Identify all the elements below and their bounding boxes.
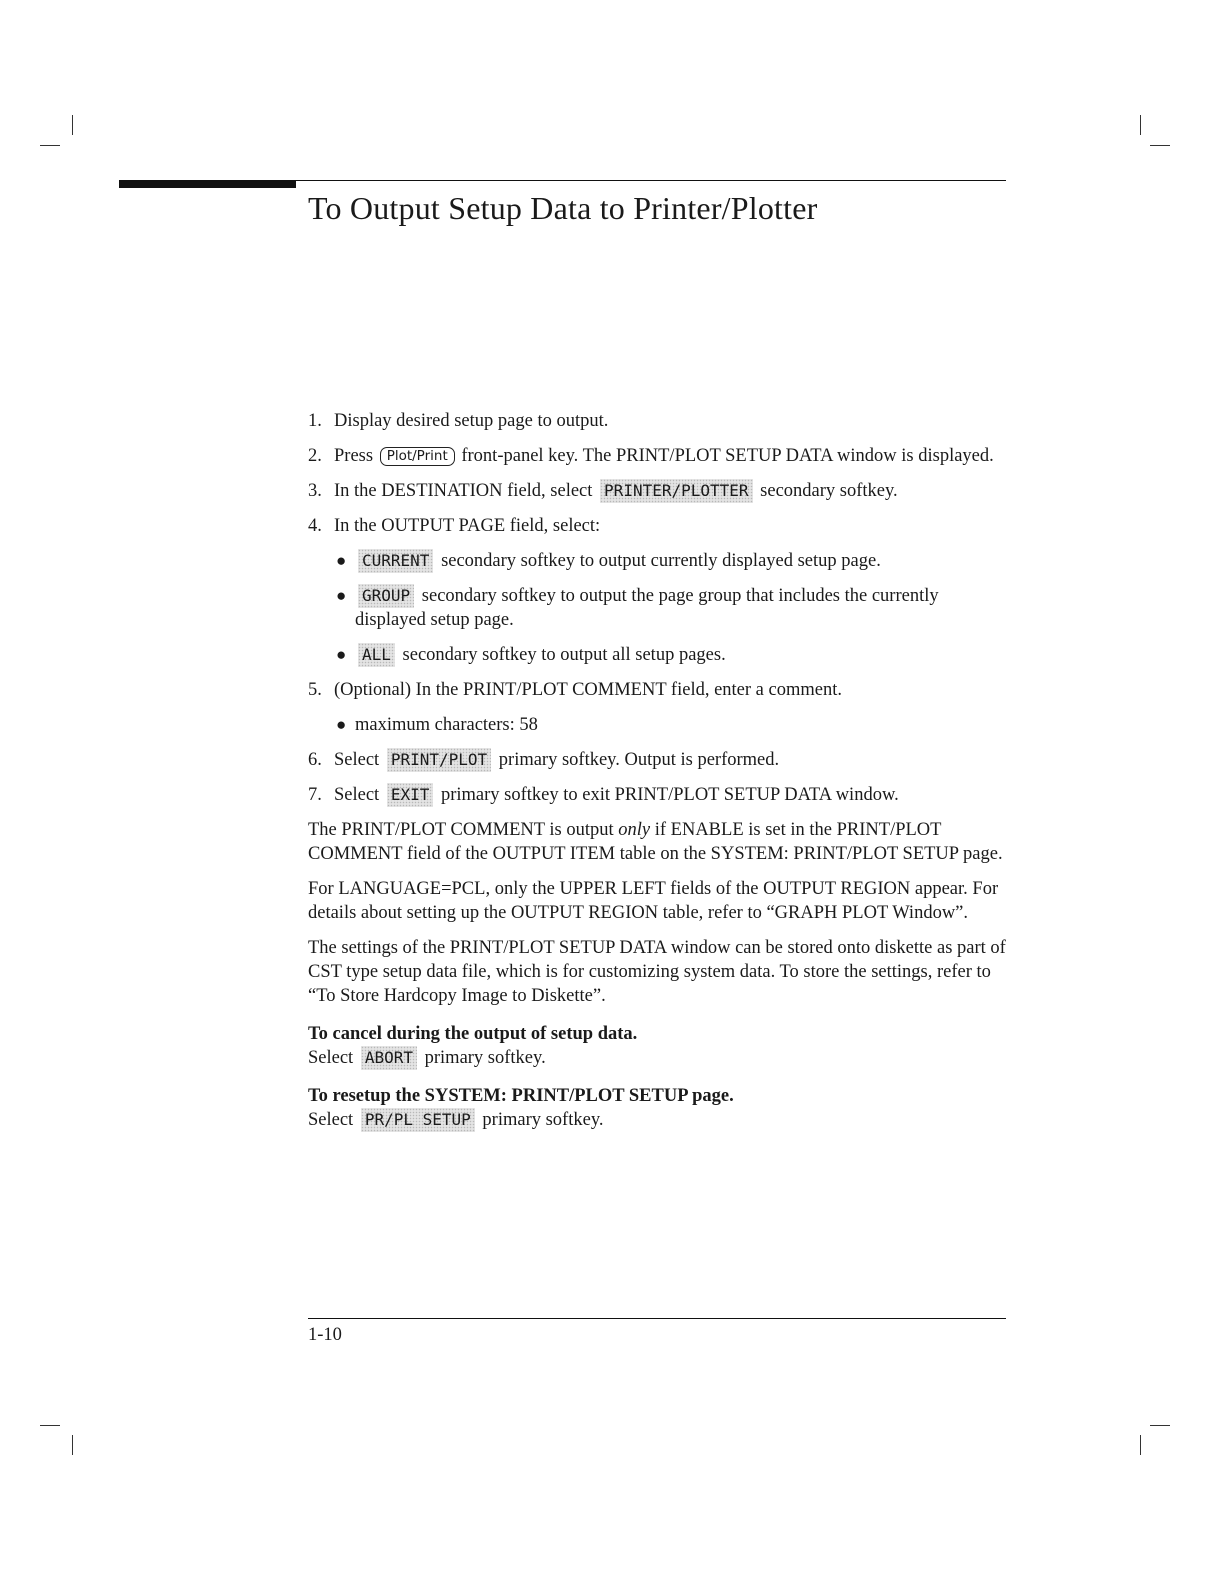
- step-4: [308, 514, 1008, 538]
- plot-print-key[interactable]: Plot/Print: [380, 447, 455, 466]
- pr-pl-setup-softkey[interactable]: PR/PL SETUP: [361, 1108, 475, 1132]
- crop-mark: [72, 1435, 73, 1455]
- step-5: [308, 678, 1008, 702]
- instruction-text: primary softkey.: [482, 1110, 604, 1130]
- crop-mark: [1150, 1425, 1170, 1426]
- option-text: secondary softkey to output the page group that includes the currently displayed setup page.: [355, 586, 939, 630]
- title-rule-bar: [119, 180, 296, 188]
- step-text: Select: [334, 750, 380, 770]
- option-text: secondary softkey to output currently displayed setup page.: [441, 551, 881, 571]
- step-number: 5.: [308, 680, 322, 700]
- instruction-text: Select: [308, 1110, 354, 1130]
- step-7: [308, 783, 1008, 807]
- page-number: 1-10: [308, 1325, 342, 1345]
- crop-mark: [40, 145, 60, 146]
- step-text: (Optional) In the PRINT/PLOT COMMENT field, enter a comment.: [334, 680, 842, 700]
- bullet-icon: ●: [336, 586, 347, 605]
- step-3: [308, 479, 1008, 503]
- group-softkey[interactable]: GROUP: [358, 584, 414, 608]
- comment-note-paragraph: [308, 818, 1008, 866]
- footer-rule: [308, 1318, 1006, 1319]
- step-number: 2.: [308, 446, 322, 466]
- instruction-text: Select: [308, 1048, 354, 1068]
- crop-mark: [1140, 1435, 1141, 1455]
- option-text: secondary softkey to output all setup pages.: [402, 645, 726, 665]
- step-text: In the OUTPUT PAGE field, select:: [334, 516, 601, 536]
- step-text: Display desired setup page to output.: [334, 411, 609, 431]
- page-title: To Output Setup Data to Printer/Plotter: [308, 190, 818, 226]
- step-number: 6.: [308, 750, 322, 770]
- current-softkey[interactable]: CURRENT: [358, 549, 433, 573]
- bullet-icon: ●: [336, 715, 347, 734]
- instruction-text: primary softkey.: [424, 1048, 546, 1068]
- step-text: primary softkey. Output is performed.: [498, 750, 780, 770]
- bullet-icon: ●: [336, 551, 347, 570]
- crop-mark: [72, 115, 73, 135]
- resetup-heading: To resetup the SYSTEM: PRINT/PLOT SETUP page.: [308, 1086, 734, 1106]
- option-group: [334, 584, 1008, 632]
- print-plot-softkey[interactable]: PRINT/PLOT: [387, 748, 491, 772]
- cancel-heading: To cancel during the output of setup data.: [308, 1024, 638, 1044]
- crop-mark: [1140, 115, 1141, 135]
- step-6: [308, 748, 1008, 772]
- crop-mark: [1150, 145, 1170, 146]
- procedure-body: [308, 409, 1008, 1143]
- abort-softkey[interactable]: ABORT: [361, 1046, 417, 1070]
- option-current: [334, 549, 1008, 573]
- step-text: secondary softkey.: [760, 481, 898, 501]
- step-number: 4.: [308, 516, 322, 536]
- note-text: The PRINT/PLOT COMMENT is output: [308, 820, 614, 840]
- pcl-note-paragraph: For LANGUAGE=PCL, only the UPPER LEFT fields of the OUTPUT REGION appear. For details about setting up the OUTPUT REGION table, refer to “GRAPH PLOT Window”.: [308, 879, 999, 923]
- step-number: 7.: [308, 785, 322, 805]
- comment-limit-note: [334, 713, 1008, 737]
- printer-plotter-softkey[interactable]: PRINTER/PLOTTER: [600, 479, 753, 503]
- resetup-instruction: [308, 1108, 1008, 1132]
- step-text: primary softkey to exit PRINT/PLOT SETUP DATA window.: [440, 785, 899, 805]
- step-text: Press: [334, 446, 374, 466]
- title-rule-line: [296, 180, 1006, 181]
- step-text: In the DESTINATION field, select: [334, 481, 593, 501]
- step-text: Select: [334, 785, 380, 805]
- step-1: [308, 409, 1008, 433]
- crop-mark: [40, 1425, 60, 1426]
- cancel-instruction: [308, 1046, 1008, 1070]
- step-2: [308, 444, 1008, 468]
- all-softkey[interactable]: ALL: [358, 643, 395, 667]
- note-text: if ENABLE is set in the PRINT/PLOT COMMENT field of the OUTPUT ITEM table on the SYSTEM: PRINT/PLOT SETUP page.: [308, 820, 1003, 864]
- exit-softkey[interactable]: EXIT: [387, 783, 434, 807]
- step-number: 1.: [308, 411, 322, 431]
- bullet-icon: ●: [336, 645, 347, 664]
- step-number: 3.: [308, 481, 322, 501]
- note-text: maximum characters: 58: [355, 715, 538, 735]
- step-text: front-panel key. The PRINT/PLOT SETUP DATA window is displayed.: [461, 446, 994, 466]
- store-note-paragraph: The settings of the PRINT/PLOT SETUP DATA window can be stored onto diskette as part of CST type setup data file, which is for customizing system data. To store the settings, refer to “To Store Hardcopy Image to Diskette”.: [308, 938, 1006, 1006]
- emphasis-text: only: [618, 820, 651, 840]
- option-all: [334, 643, 1008, 667]
